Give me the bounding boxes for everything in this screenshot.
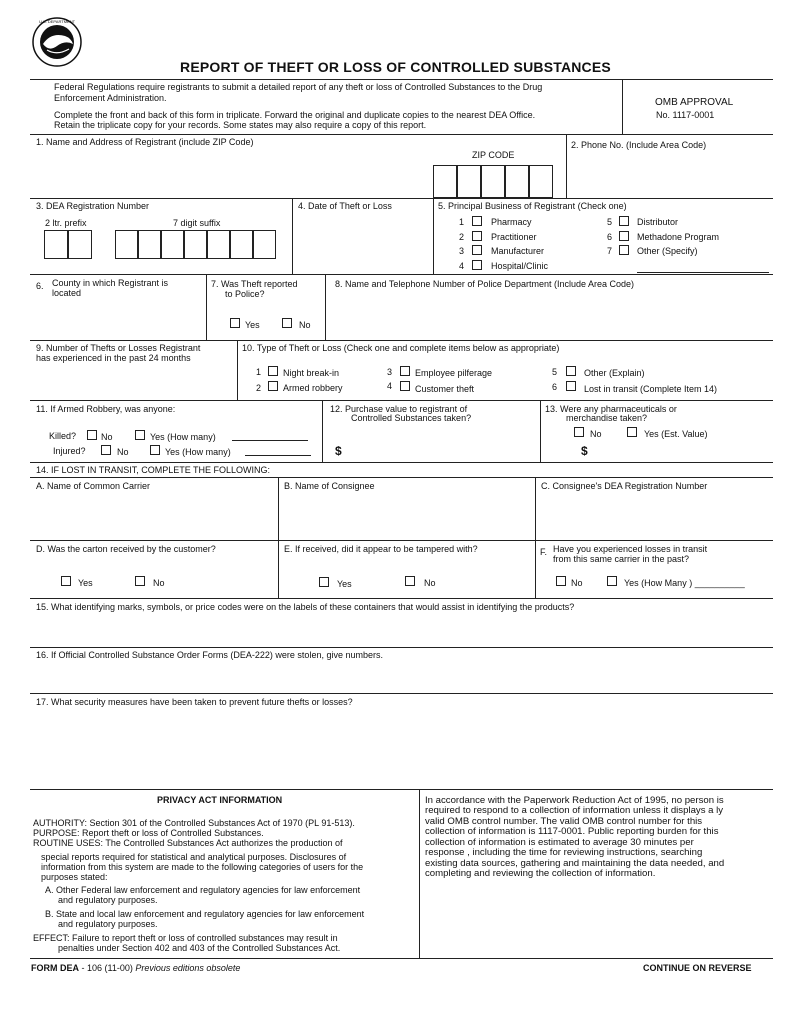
zip-digit-1[interactable] bbox=[433, 165, 457, 198]
dea-suffix-5[interactable] bbox=[207, 230, 230, 259]
name-address-field[interactable] bbox=[34, 150, 424, 194]
pharma-no-label: No bbox=[590, 429, 602, 439]
privacy-line: B. State and local law enforcement and regulatory agencies for law enforcement bbox=[45, 909, 365, 919]
checkbox-methadone[interactable] bbox=[619, 231, 629, 241]
form-title: REPORT OF THEFT OR LOSS OF CONTROLLED SUBSTANCES bbox=[180, 59, 611, 75]
intro-line-1: Federal Regulations require registrants to submit a detailed report of any theft or loss of Controlled Substances to the Drug bbox=[54, 82, 543, 92]
field-14a-label: A. Name of Common Carrier bbox=[36, 481, 151, 491]
checkbox-carton-no[interactable] bbox=[135, 576, 145, 586]
privacy-heading: PRIVACY ACT INFORMATION bbox=[157, 795, 283, 805]
privacy-line: information from this system are made to the following categories of users for the bbox=[41, 862, 364, 872]
field-11-label: 11. If Armed Robbery, was anyone: bbox=[36, 404, 176, 414]
omb-number: No. 1117-0001 bbox=[656, 110, 715, 120]
field-6-label-1: County in which Registrant is bbox=[52, 278, 169, 288]
intro-line-4: Retain the triplicate copy for your records. Some states may also require a copy of this report. bbox=[54, 120, 427, 130]
form-revision: - 106 (11-00) bbox=[79, 963, 136, 973]
tampered-no-label: No bbox=[424, 578, 436, 588]
field-4-label: 4. Date of Theft or Loss bbox=[298, 201, 392, 211]
paperwork-line: valid OMB control number. The valid OMB control number for this bbox=[425, 816, 703, 827]
option-number: 1 bbox=[256, 367, 262, 377]
option-number: 1 bbox=[459, 217, 465, 227]
option-label-manufacturer: Manufacturer bbox=[491, 246, 545, 256]
privacy-line: PURPOSE: Report theft or loss of Controlled Substances. bbox=[33, 828, 264, 838]
dea-suffix-6[interactable] bbox=[230, 230, 253, 259]
checkbox-tampered-no[interactable] bbox=[405, 576, 415, 586]
zip-digit-4[interactable] bbox=[505, 165, 529, 198]
checkbox-employee-pilferage[interactable] bbox=[400, 366, 410, 376]
killed-label: Killed? bbox=[49, 431, 77, 441]
checkbox-injured-yes[interactable] bbox=[150, 445, 160, 455]
field-6-label-2: located bbox=[52, 288, 82, 298]
dea-suffix-3[interactable] bbox=[161, 230, 184, 259]
field-14f-label-2: from this same carrier in the past? bbox=[553, 554, 690, 564]
privacy-line: EFFECT: Failure to report theft or loss of controlled substances may result in bbox=[33, 933, 338, 943]
checkbox-lost-in-transit[interactable] bbox=[566, 381, 576, 391]
privacy-line: penalties under Section 402 and 403 of the Controlled Substances Act. bbox=[58, 943, 341, 953]
option-number: 3 bbox=[459, 246, 465, 256]
dea-suffix-4[interactable] bbox=[184, 230, 207, 259]
consignee-dea-field[interactable] bbox=[539, 494, 769, 536]
field-7-label-1: 7. Was Theft reported bbox=[211, 279, 298, 289]
option-label-customer-theft: Customer theft bbox=[415, 384, 475, 394]
field-14f-label-1: Have you experienced losses in transit bbox=[553, 544, 708, 554]
field-9-label-1: 9. Number of Thefts or Losses Registrant bbox=[36, 343, 201, 353]
field-16-label: 16. If Official Controlled Substance Order Forms (DEA-222) were stolen, give numbers. bbox=[36, 650, 383, 660]
option-label-other-theft: Other (Explain) bbox=[584, 368, 645, 378]
checkbox-manufacturer[interactable] bbox=[472, 245, 482, 255]
other-specify-line[interactable] bbox=[637, 272, 769, 273]
omb-approval-label: OMB APPROVAL bbox=[655, 97, 734, 108]
field-14d-label: D. Was the carton received by the customer? bbox=[36, 544, 216, 554]
checkbox-police-no[interactable] bbox=[282, 318, 292, 328]
option-number: 2 bbox=[256, 383, 262, 393]
field-1-label: 1. Name and Address of Registrant (include ZIP Code) bbox=[36, 137, 254, 147]
checkbox-killed-yes[interactable] bbox=[135, 430, 145, 440]
injured-yes-label: Yes (How many) bbox=[165, 447, 231, 457]
checkbox-police-yes[interactable] bbox=[230, 318, 240, 328]
option-number: 3 bbox=[387, 367, 393, 377]
field-10-label: 10. Type of Theft or Loss (Check one and complete items below as appropriate) bbox=[242, 343, 560, 353]
privacy-line: A. Other Federal law enforcement and regulatory agencies for law enforcement bbox=[45, 885, 361, 895]
consignee-field[interactable] bbox=[282, 494, 530, 536]
identifying-marks-field[interactable] bbox=[34, 614, 770, 644]
checkbox-hospital-clinic[interactable] bbox=[472, 260, 482, 270]
option-label-practitioner: Practitioner bbox=[491, 232, 537, 242]
field-7-label-2: to Police? bbox=[225, 289, 265, 299]
paperwork-line: collection of information is estimated to average 30 minutes per bbox=[425, 837, 694, 848]
checkbox-carrier-losses-no[interactable] bbox=[556, 576, 566, 586]
option-number: 2 bbox=[459, 232, 465, 242]
option-number: 6 bbox=[607, 232, 613, 242]
paperwork-line: required to respond to a collection of information unless it displays a ly bbox=[425, 805, 724, 816]
continue-on-reverse: CONTINUE ON REVERSE bbox=[643, 963, 752, 973]
suffix-label: 7 digit suffix bbox=[173, 218, 221, 228]
option-label-lost-in-transit: Lost in transit (Complete Item 14) bbox=[584, 384, 718, 394]
zip-digit-3[interactable] bbox=[481, 165, 505, 198]
dea-prefix-1[interactable] bbox=[44, 230, 68, 259]
carton-no-label: No bbox=[153, 578, 165, 588]
injured-label: Injured? bbox=[53, 446, 86, 456]
field-14c-label: C. Consignee's DEA Registration Number bbox=[541, 481, 708, 491]
field-8-label: 8. Name and Telephone Number of Police Department (Include Area Code) bbox=[335, 279, 635, 289]
privacy-line: special reports required for statistical and analytical purposes. Disclosures of bbox=[41, 852, 347, 862]
injured-count-line[interactable] bbox=[245, 455, 311, 456]
dea-prefix-2[interactable] bbox=[68, 230, 92, 259]
checkbox-night-break-in[interactable] bbox=[268, 366, 278, 376]
checkbox-carrier-losses-yes[interactable] bbox=[607, 576, 617, 586]
option-number: 4 bbox=[459, 261, 465, 271]
checkbox-other-theft[interactable] bbox=[566, 366, 576, 376]
dea-suffix-2[interactable] bbox=[138, 230, 161, 259]
prefix-label: 2 ltr. prefix bbox=[45, 218, 87, 228]
paperwork-line: existing data sources, gathering and maintaining the data needed, and bbox=[425, 858, 725, 869]
field-13-label-1: 13. Were any pharmaceuticals or bbox=[545, 404, 677, 414]
privacy-line: ROUTINE USES: The Controlled Substances Act authorizes the production of bbox=[33, 838, 343, 848]
pharma-value-field[interactable] bbox=[594, 442, 764, 458]
carrier-losses-yes-label: Yes (How Many ) __________ bbox=[624, 578, 745, 588]
common-carrier-field[interactable] bbox=[34, 494, 274, 536]
option-number: 5 bbox=[552, 367, 558, 377]
date-of-theft-field[interactable] bbox=[296, 214, 428, 270]
killed-no-label: No bbox=[101, 432, 113, 442]
form-note: Previous editions obsolete bbox=[135, 963, 241, 973]
field-12-label-1: 12. Purchase value to registrant of bbox=[330, 404, 468, 414]
checkbox-distributor[interactable] bbox=[619, 216, 629, 226]
paperwork-line: In accordance with the Paperwork Reduction Act of 1995, no person is bbox=[425, 795, 724, 806]
field-6-number: 6. bbox=[36, 281, 44, 291]
order-forms-field[interactable] bbox=[34, 662, 770, 690]
dea-suffix-1[interactable] bbox=[115, 230, 138, 259]
checkbox-injured-no[interactable] bbox=[101, 445, 111, 455]
purchase-value-field[interactable] bbox=[348, 442, 533, 458]
option-number: 5 bbox=[607, 217, 613, 227]
form-footer bbox=[31, 963, 240, 973]
option-label-distributor: Distributor bbox=[637, 217, 679, 227]
checkbox-pharmacy[interactable] bbox=[472, 216, 482, 226]
paperwork-line: response , including the time for reviewing instructions, searching bbox=[425, 847, 703, 858]
theft-count-field[interactable] bbox=[34, 366, 232, 396]
zip-digit-2[interactable] bbox=[457, 165, 481, 198]
paperwork-line: completing and reviewing the collection of information. bbox=[425, 868, 656, 879]
checkbox-tampered-yes[interactable] bbox=[319, 577, 329, 587]
field-3-label: 3. DEA Registration Number bbox=[36, 201, 150, 211]
carton-yes-label: Yes bbox=[78, 578, 93, 588]
police-no-label: No bbox=[299, 320, 311, 330]
purchase-dollar-sign: $ bbox=[335, 444, 342, 458]
privacy-line: and regulatory purposes. bbox=[58, 895, 158, 905]
option-label-hospital-clinic: Hospital/Clinic bbox=[491, 261, 549, 271]
tampered-yes-label: Yes bbox=[337, 579, 352, 589]
field-14f-letter: F. bbox=[540, 547, 548, 557]
privacy-line: and regulatory purposes. bbox=[58, 919, 158, 929]
pharma-yes-label: Yes (Est. Value) bbox=[644, 429, 708, 439]
checkbox-customer-theft[interactable] bbox=[400, 381, 410, 391]
checkbox-carton-yes[interactable] bbox=[61, 576, 71, 586]
option-number: 7 bbox=[607, 246, 613, 256]
form-id: FORM DEA bbox=[31, 963, 79, 973]
checkbox-armed-robbery[interactable] bbox=[268, 381, 278, 391]
field-14e-label: E. If received, did it appear to be tampered with? bbox=[284, 544, 478, 554]
intro-line-2: Enforcement Administration. bbox=[54, 93, 167, 103]
option-label-employee-pilferage: Employee pilferage bbox=[415, 368, 493, 378]
checkbox-pharma-yes[interactable] bbox=[627, 427, 637, 437]
zip-code-label: ZIP CODE bbox=[472, 150, 515, 160]
option-number: 6 bbox=[552, 382, 558, 392]
field-5-label: 5. Principal Business of Registrant (Check one) bbox=[438, 201, 627, 211]
zip-digit-5[interactable] bbox=[529, 165, 553, 198]
field-14-label: 14. IF LOST IN TRANSIT, COMPLETE THE FOLLOWING: bbox=[36, 465, 271, 475]
dea-suffix-7[interactable] bbox=[253, 230, 276, 259]
county-field[interactable] bbox=[34, 300, 202, 336]
police-dept-field[interactable] bbox=[330, 292, 770, 336]
option-label-methadone: Methadone Program bbox=[637, 232, 720, 242]
injured-no-label: No bbox=[117, 447, 129, 457]
field-2-label: 2. Phone No. (Include Area Code) bbox=[571, 140, 707, 150]
checkbox-other-business[interactable] bbox=[619, 245, 629, 255]
option-label-armed-robbery: Armed robbery bbox=[283, 383, 343, 393]
killed-count-line[interactable] bbox=[232, 440, 308, 441]
field-12-label-2: Controlled Substances taken? bbox=[351, 413, 472, 423]
field-13-label-2: merchandise taken? bbox=[566, 413, 648, 423]
field-17-label: 17. What security measures have been taken to prevent future thefts or losses? bbox=[36, 697, 353, 707]
option-label-pharmacy: Pharmacy bbox=[491, 217, 532, 227]
option-label-other: Other (Specify) bbox=[637, 246, 698, 256]
killed-yes-label: Yes (How many) bbox=[150, 432, 216, 442]
privacy-line: purposes stated: bbox=[41, 872, 108, 882]
checkbox-practitioner[interactable] bbox=[472, 231, 482, 241]
carrier-losses-no-label: No bbox=[571, 578, 583, 588]
option-number: 4 bbox=[387, 381, 393, 391]
security-measures-field[interactable] bbox=[34, 710, 770, 786]
field-14b-label: B. Name of Consignee bbox=[284, 481, 375, 491]
checkbox-killed-no[interactable] bbox=[87, 430, 97, 440]
option-label-night-break-in: Night break-in bbox=[283, 368, 340, 378]
svg-text:U.S. DEPARTMENT: U.S. DEPARTMENT bbox=[38, 19, 76, 24]
intro-line-3: Complete the front and back of this form in triplicate. Forward the original and duplicate copies to the nearest DEA Office. bbox=[54, 110, 536, 120]
paperwork-line: collection of information is 1117-0001. Public reporting burden for this bbox=[425, 826, 719, 837]
field-9-label-2: has experienced in the past 24 months bbox=[36, 353, 191, 363]
pharma-dollar-sign: $ bbox=[581, 444, 588, 458]
privacy-line: AUTHORITY: Section 301 of the Controlled Substances Act of 1970 (PL 91-513). bbox=[33, 818, 355, 828]
phone-field[interactable] bbox=[570, 152, 770, 192]
checkbox-pharma-no[interactable] bbox=[574, 427, 584, 437]
field-15-label: 15. What identifying marks, symbols, or price codes were on the labels of these containers that would assist in identifying the products? bbox=[36, 602, 575, 612]
police-yes-label: Yes bbox=[245, 320, 260, 330]
